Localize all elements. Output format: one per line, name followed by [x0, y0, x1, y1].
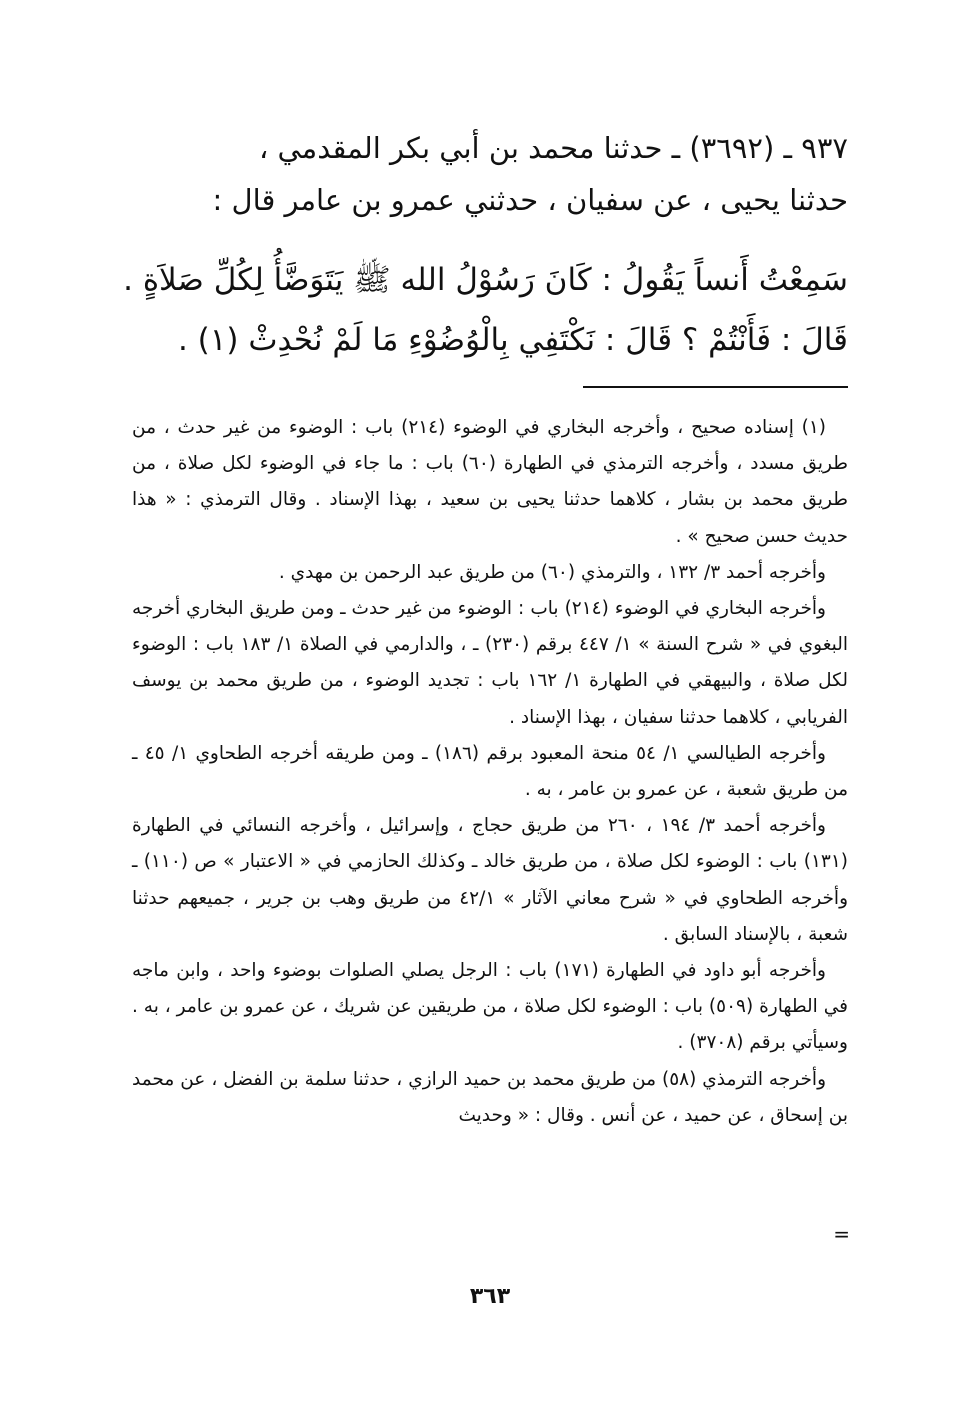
matn-line: قَالَ : فَأَنْتُمْ ؟ قَالَ : نَكْتَفِي بِالْوُضُوْءِ مَا لَمْ نُحْدِثْ (١) . — [177, 322, 848, 358]
continuation-mark: = — [833, 1222, 850, 1246]
hadith-matn — [123, 250, 848, 370]
footnote-paragraph: (١) إسناده صحيح ، وأخرجه البخاري في الوضوء (٢١٤) باب : الوضوء من غير حدث ، من طريق مسدد ، وأخرجه الترمذي في الطهارة (٦٠) باب : ما جاء في الوضوء لكل صلاة ، من طريق محمد بن بشار ، كلاهما حدثنا يحيى بن سعيد ، بهذا الإسناد . وقال الترمذي : « هذا حديث حسن صحيح » . — [132, 417, 848, 547]
isnad-line: حدثنا يحيى ، عن سفيان ، حدثني عمرو بن عامر قال : — [212, 183, 848, 217]
footnote-paragraph: وأخرجه الطيالسي ١/ ٥٤ منحة المعبود برقم (١٨٦) ـ ومن طريقه أخرجه الطحاوي ١/ ٤٥ ـ من طريق شعبة ، عن عمرو بن عامر ، به . — [132, 742, 848, 801]
footnote-paragraph: وأخرجه الترمذي (٥٨) من طريق محمد بن حميد الرازي ، حدثنا سلمة بن الفضل ، عن محمد بن إسحاق ، عن حميد ، عن أنس . وقال : « وحديث — [132, 1068, 848, 1126]
footnote-paragraph: وأخرجه أحمد ٣/ ١٩٤ ، ٢٦٠ من طريق حجاج ، وإسرائيل ، وأخرجه النسائي في الطهارة (١٣١) باب : الوضوء لكل صلاة ، من طريق خالد ـ وكذلك الحازمي في « الاعتبار » ص (١١٠) ـ وأخرجه الطحاوي في « شرح معاني الآثار » ٤٢/١ من طريق وهب بن جرير ، جميعهم حدثنا شعبة ، بالإسناد السابق . — [132, 815, 848, 945]
hadith-isnad — [150, 122, 848, 226]
footnote-paragraph: وأخرجه أبو داود في الطهارة (١٧١) باب : الرجل يصلي الصلوات بوضوء واحد ، وابن ماجه في الطهارة (٥٠٩) باب : الوضوء لكل صلاة ، من طريقين عن شريك ، عن عمرو بن عامر ، به . وسيأتي برقم (٣٧٠٨) . — [132, 960, 848, 1054]
footnotes — [132, 410, 848, 1134]
footnote-paragraph: وأخرجه أحمد ٣/ ١٣٢ ، والترمذي (٦٠) من طريق عبد الرحمن بن مهدي . — [278, 561, 826, 583]
footnote-paragraph: وأخرجه البخاري في الوضوء (٢١٤) باب : الوضوء من غير حدث ـ ومن طريق البخاري أخرجه البغوي في « شرح السنة » ١/ ٤٤٧ برقم (٢٣٠) ـ ، والدارمي في الصلاة ١/ ١٨٣ باب : الوضوء لكل صلاة ، والبيهقي في الطهارة ١/ ١٦٢ باب : تجديد الوضوء ، من طريق محمد بن يوسف الفريابي ، كلاهما حدثنا سفيان ، بهذا الإسناد . — [132, 598, 848, 728]
footnote-separator — [583, 386, 848, 388]
page-number: ٣٦٣ — [469, 1284, 511, 1309]
matn-line: سَمِعْتُ أَنساً يَقُولُ : كَانَ رَسُوْلُ الله ﷺ يَتَوَضَّأُ لِكُلِّ صَلاَةٍ . — [123, 262, 848, 298]
isnad-line: ٩٣٧ ـ (٣٦٩٢) ـ حدثنا محمد بن أبي بكر المقدمي ، — [258, 131, 848, 165]
